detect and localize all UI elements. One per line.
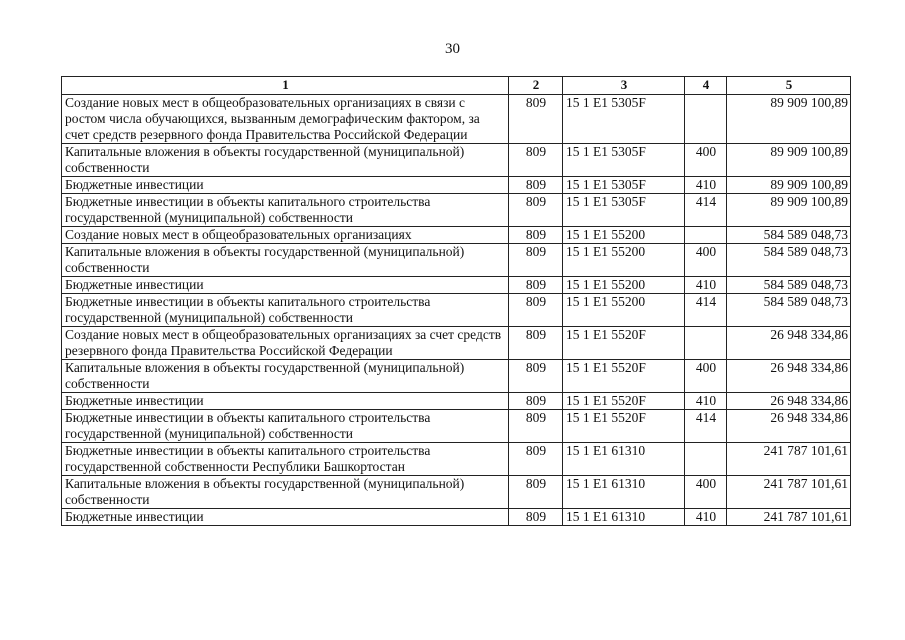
table-row (62, 509, 851, 526)
row-amount: 26 948 334,86 (727, 360, 851, 393)
table-row (62, 443, 851, 476)
row-target-code: 15 1 E1 5305F (563, 194, 685, 227)
row-org-code: 809 (509, 244, 563, 277)
table-row (62, 476, 851, 509)
row-target-code: 15 1 E1 5305F (563, 95, 685, 144)
table-row (62, 393, 851, 410)
table-row (62, 410, 851, 443)
row-org-code: 809 (509, 509, 563, 526)
row-amount: 89 909 100,89 (727, 194, 851, 227)
budget-table (61, 76, 851, 526)
row-expense-type: 414 (685, 410, 727, 443)
row-name: Капитальные вложения в объекты государственной (муниципальной) собственности (62, 144, 509, 177)
header-col-3: 3 (563, 77, 685, 95)
header-col-5: 5 (727, 77, 851, 95)
table-row (62, 244, 851, 277)
row-target-code: 15 1 E1 55200 (563, 277, 685, 294)
row-name: Создание новых мест в общеобразовательных организациях за счет средств резервного фонда Правительства Российской Федерации (62, 327, 509, 360)
row-expense-type (685, 443, 727, 476)
table-row (62, 227, 851, 244)
row-target-code: 15 1 E1 5520F (563, 327, 685, 360)
row-target-code: 15 1 E1 55200 (563, 244, 685, 277)
header-col-2: 2 (509, 77, 563, 95)
row-amount: 26 948 334,86 (727, 410, 851, 443)
row-amount: 89 909 100,89 (727, 144, 851, 177)
table-row (62, 294, 851, 327)
row-name: Капитальные вложения в объекты государственной (муниципальной) собственности (62, 476, 509, 509)
row-amount: 241 787 101,61 (727, 443, 851, 476)
table-row (62, 327, 851, 360)
row-org-code: 809 (509, 360, 563, 393)
page-number: 30 (445, 41, 460, 57)
table-header-row (62, 77, 851, 95)
row-org-code: 809 (509, 227, 563, 244)
row-expense-type: 410 (685, 177, 727, 194)
row-amount: 584 589 048,73 (727, 227, 851, 244)
row-target-code: 15 1 E1 5305F (563, 144, 685, 177)
row-org-code: 809 (509, 194, 563, 227)
table-row (62, 277, 851, 294)
row-expense-type: 410 (685, 277, 727, 294)
row-amount: 584 589 048,73 (727, 244, 851, 277)
row-name: Капитальные вложения в объекты государственной (муниципальной) собственности (62, 360, 509, 393)
row-target-code: 15 1 E1 5305F (563, 177, 685, 194)
row-org-code: 809 (509, 177, 563, 194)
header-col-4: 4 (685, 77, 727, 95)
table-row (62, 360, 851, 393)
row-expense-type (685, 227, 727, 244)
row-expense-type (685, 95, 727, 144)
row-amount: 241 787 101,61 (727, 509, 851, 526)
row-amount: 584 589 048,73 (727, 294, 851, 327)
row-target-code: 15 1 E1 5520F (563, 360, 685, 393)
row-target-code: 15 1 E1 55200 (563, 227, 685, 244)
row-org-code: 809 (509, 95, 563, 144)
row-name: Бюджетные инвестиции в объекты капитального строительства государственной (муниципальной) собственности (62, 294, 509, 327)
row-expense-type: 400 (685, 144, 727, 177)
row-name: Бюджетные инвестиции в объекты капитального строительства государственной (муниципальной) собственности (62, 194, 509, 227)
row-target-code: 15 1 E1 55200 (563, 294, 685, 327)
row-expense-type (685, 327, 727, 360)
row-amount: 584 589 048,73 (727, 277, 851, 294)
row-expense-type: 400 (685, 244, 727, 277)
row-name: Бюджетные инвестиции (62, 277, 509, 294)
row-target-code: 15 1 E1 61310 (563, 476, 685, 509)
row-name: Бюджетные инвестиции (62, 509, 509, 526)
row-expense-type: 400 (685, 360, 727, 393)
row-amount: 89 909 100,89 (727, 95, 851, 144)
row-org-code: 809 (509, 327, 563, 360)
row-name: Капитальные вложения в объекты государственной (муниципальной) собственности (62, 244, 509, 277)
row-name: Бюджетные инвестиции в объекты капитального строительства государственной (муниципальной) собственности (62, 410, 509, 443)
row-target-code: 15 1 E1 5520F (563, 393, 685, 410)
row-expense-type: 414 (685, 294, 727, 327)
row-name: Создание новых мест в общеобразовательных организациях (62, 227, 509, 244)
row-name: Создание новых мест в общеобразовательных организациях в связи с ростом числа обучающихся, вызванным демографическим фактором, за счет средств резервного фонда Правительства Российской Федерации (62, 95, 509, 144)
row-org-code: 809 (509, 144, 563, 177)
row-expense-type: 410 (685, 393, 727, 410)
row-amount: 26 948 334,86 (727, 393, 851, 410)
row-amount: 241 787 101,61 (727, 476, 851, 509)
row-name: Бюджетные инвестиции в объекты капитального строительства государственной собственности Республики Башкортостан (62, 443, 509, 476)
row-name: Бюджетные инвестиции (62, 177, 509, 194)
row-org-code: 809 (509, 443, 563, 476)
row-org-code: 809 (509, 476, 563, 509)
row-amount: 89 909 100,89 (727, 177, 851, 194)
row-org-code: 809 (509, 294, 563, 327)
row-org-code: 809 (509, 277, 563, 294)
row-target-code: 15 1 E1 61310 (563, 509, 685, 526)
table-row (62, 95, 851, 144)
row-name: Бюджетные инвестиции (62, 393, 509, 410)
table-row (62, 144, 851, 177)
row-org-code: 809 (509, 410, 563, 443)
row-expense-type: 414 (685, 194, 727, 227)
row-expense-type: 410 (685, 509, 727, 526)
table-row (62, 194, 851, 227)
row-org-code: 809 (509, 393, 563, 410)
row-target-code: 15 1 E1 5520F (563, 410, 685, 443)
row-expense-type: 400 (685, 476, 727, 509)
row-target-code: 15 1 E1 61310 (563, 443, 685, 476)
header-col-1: 1 (62, 77, 509, 95)
table-row (62, 177, 851, 194)
row-amount: 26 948 334,86 (727, 327, 851, 360)
